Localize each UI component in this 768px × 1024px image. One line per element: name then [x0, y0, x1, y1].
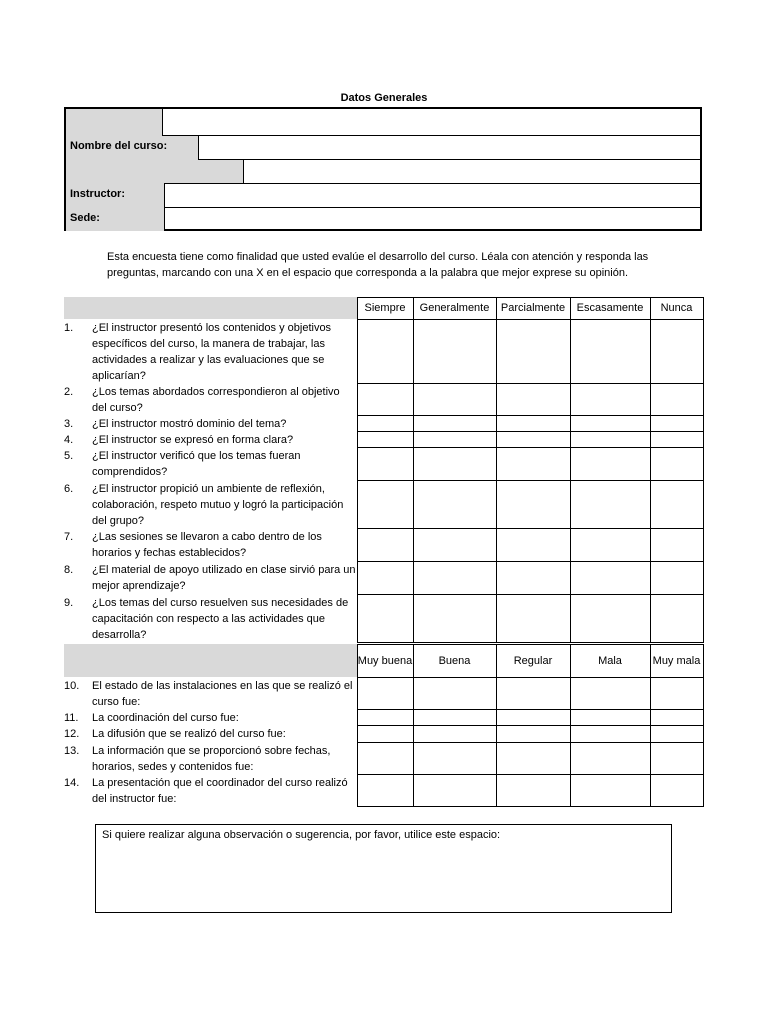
answer-cell[interactable] [357, 383, 414, 416]
answer-cell[interactable] [496, 709, 571, 726]
answer-cell[interactable] [357, 774, 414, 807]
answer-cell[interactable] [570, 528, 651, 562]
column-header: Buena [438, 654, 471, 667]
answer-cell[interactable] [357, 677, 414, 710]
answer-cell[interactable] [650, 594, 704, 643]
question-text: ¿El instructor mostró dominio del tema? [92, 418, 287, 430]
general-data-box [64, 107, 702, 231]
answer-cell[interactable] [357, 561, 414, 595]
answer-cell[interactable] [570, 319, 651, 384]
answer-cell[interactable] [496, 480, 571, 529]
answer-cell[interactable] [413, 709, 497, 726]
field-line [198, 159, 702, 160]
answer-cell[interactable] [357, 709, 414, 726]
answer-cell[interactable] [570, 594, 651, 643]
answer-cell[interactable] [570, 677, 651, 710]
question-text: La presentación que el coordinador del curso realizó del instructor fue: [92, 777, 348, 805]
question-text: El estado de las instalaciones en las que se realizó el curso fue: [92, 680, 353, 708]
answer-cell[interactable] [650, 528, 704, 562]
question-number: 10. [64, 680, 80, 692]
answer-cell[interactable] [650, 561, 704, 595]
course-name-label: Nombre del curso: [70, 140, 168, 152]
question-number: 3. [64, 418, 74, 430]
answer-cell[interactable] [650, 447, 704, 481]
answer-cell[interactable] [570, 725, 651, 743]
answer-cell[interactable] [357, 594, 414, 643]
answer-cell[interactable] [650, 677, 704, 710]
question-number: 2. [64, 386, 74, 398]
answer-cell[interactable] [496, 725, 571, 743]
answer-cell[interactable] [650, 725, 704, 743]
question-number: 6. [64, 483, 74, 495]
question-number: 9. [64, 597, 74, 609]
course-name-field[interactable] [164, 111, 702, 133]
column-header: Parcialmente [500, 302, 566, 314]
instructor-label: Instructor: [70, 188, 125, 200]
answer-cell[interactable] [570, 709, 651, 726]
answer-cell[interactable] [413, 774, 497, 807]
answer-cell[interactable] [413, 594, 497, 643]
gray-fill [66, 109, 162, 135]
answer-cell[interactable] [413, 383, 497, 416]
question-number: 4. [64, 434, 74, 446]
question-text: ¿Los temas del curso resuelven sus necesidades de capacitación con respecto a las actividades que desarrolla? [92, 597, 349, 641]
column-header: Nunca [660, 302, 693, 314]
question-text: ¿El instructor propició un ambiente de reflexión, colaboración, respeto mutuo y logró la participación del grupo? [92, 483, 344, 527]
question-text: ¿El instructor verificó que los temas fueran comprendidos? [92, 450, 301, 478]
answer-cell[interactable] [650, 415, 704, 432]
question-text: ¿Los temas abordados correspondieron al objetivo del curso? [92, 386, 340, 414]
answer-cell[interactable] [357, 742, 414, 775]
question-number: 8. [64, 564, 74, 576]
answer-cell[interactable] [357, 415, 414, 432]
answer-cell[interactable] [570, 480, 651, 529]
answer-cell[interactable] [496, 742, 571, 775]
answer-cell[interactable] [496, 774, 571, 807]
answer-cell[interactable] [570, 447, 651, 481]
field-border [243, 159, 244, 183]
answer-cell[interactable] [357, 480, 414, 529]
column-header: Escasamente [576, 302, 644, 314]
question-text: ¿El instructor presentó los contenidos y objetivos específicos del curso, la manera de trabajar, las actividades a realizar y las evaluaciones que se aplicarían? [92, 322, 332, 382]
answer-cell[interactable] [413, 431, 497, 448]
answer-cell[interactable] [496, 528, 571, 562]
answer-cell[interactable] [357, 319, 414, 384]
question-number: 7. [64, 531, 74, 543]
answer-cell[interactable] [496, 319, 571, 384]
question-number: 14. [64, 777, 80, 789]
answer-cell[interactable] [496, 447, 571, 481]
field-line [162, 135, 702, 136]
answer-cell[interactable] [650, 742, 704, 775]
answer-cell[interactable] [357, 528, 414, 562]
venue-field[interactable] [164, 209, 702, 229]
answer-cell[interactable] [570, 742, 651, 775]
question-text: La coordinación del curso fue: [92, 712, 239, 724]
header-band [64, 644, 357, 677]
answer-cell[interactable] [496, 383, 571, 416]
answer-cell[interactable] [413, 447, 497, 481]
answer-cell[interactable] [496, 561, 571, 595]
page-title: Datos Generales [340, 92, 428, 104]
venue-label: Sede: [70, 212, 100, 224]
answer-cell[interactable] [570, 561, 651, 595]
field-border [162, 109, 163, 135]
answer-cell[interactable] [570, 774, 651, 807]
question-number: 5. [64, 450, 74, 462]
observations-prompt: Si quiere realizar alguna observación o sugerencia, por favor, utilice este espacio: [102, 829, 501, 841]
answer-cell[interactable] [413, 528, 497, 562]
instructor-field[interactable] [164, 185, 702, 207]
answer-cell[interactable] [357, 431, 414, 448]
question-text: ¿El instructor se expresó en forma clara? [92, 434, 294, 446]
answer-cell[interactable] [413, 677, 497, 710]
answer-cell[interactable] [413, 415, 497, 432]
column-header: Siempre [364, 302, 406, 314]
gray-fill [66, 159, 243, 183]
answer-cell[interactable] [413, 725, 497, 743]
answer-cell[interactable] [650, 480, 704, 529]
answer-cell[interactable] [496, 677, 571, 710]
question-text: La información que se proporcionó sobre fechas, horarios, sedes y contenidos fue: [92, 745, 331, 773]
field-line [164, 207, 702, 208]
intro-text: Esta encuesta tiene como finalidad que usted evalúe el desarrollo del curso. Léala con atención y responda las preguntas, marcando con una X en el espacio que corresponda a la palabra que mejor exprese su opinión. [107, 251, 649, 279]
answer-cell[interactable] [357, 447, 414, 481]
answer-cell[interactable] [413, 742, 497, 775]
question-text: ¿Las sesiones se llevaron a cabo dentro de los horarios y fechas establecidos? [92, 531, 322, 559]
answer-cell[interactable] [413, 480, 497, 529]
column-header: Muy buena [357, 654, 413, 667]
column-header: Muy mala [652, 654, 701, 667]
question-number: 13. [64, 745, 80, 757]
answer-cell[interactable] [496, 594, 571, 643]
question-number: 11. [64, 712, 79, 724]
answer-cell[interactable] [570, 415, 651, 432]
answer-cell[interactable] [650, 319, 704, 384]
question-number: 12. [64, 728, 80, 740]
answer-cell[interactable] [650, 431, 704, 448]
column-header: Generalmente [419, 302, 490, 314]
column-header: Mala [598, 654, 622, 667]
answer-cell[interactable] [650, 383, 704, 416]
question-number: 1. [64, 322, 74, 334]
answer-cell[interactable] [413, 561, 497, 595]
answer-cell[interactable] [650, 774, 704, 807]
answer-cell[interactable] [357, 725, 414, 743]
question-text: ¿El material de apoyo utilizado en clase sirvió para un mejor aprendizaje? [92, 564, 356, 592]
answer-cell[interactable] [496, 415, 571, 432]
answer-cell[interactable] [413, 319, 497, 384]
answer-cell[interactable] [570, 431, 651, 448]
observations-box[interactable] [95, 824, 672, 913]
question-text: La difusión que se realizó del curso fue: [92, 728, 286, 740]
answer-cell[interactable] [570, 383, 651, 416]
field-line [164, 183, 702, 184]
header-band [64, 297, 357, 319]
answer-cell[interactable] [650, 709, 704, 726]
answer-cell[interactable] [496, 431, 571, 448]
field-border [198, 135, 199, 159]
column-header: Regular [513, 654, 553, 667]
